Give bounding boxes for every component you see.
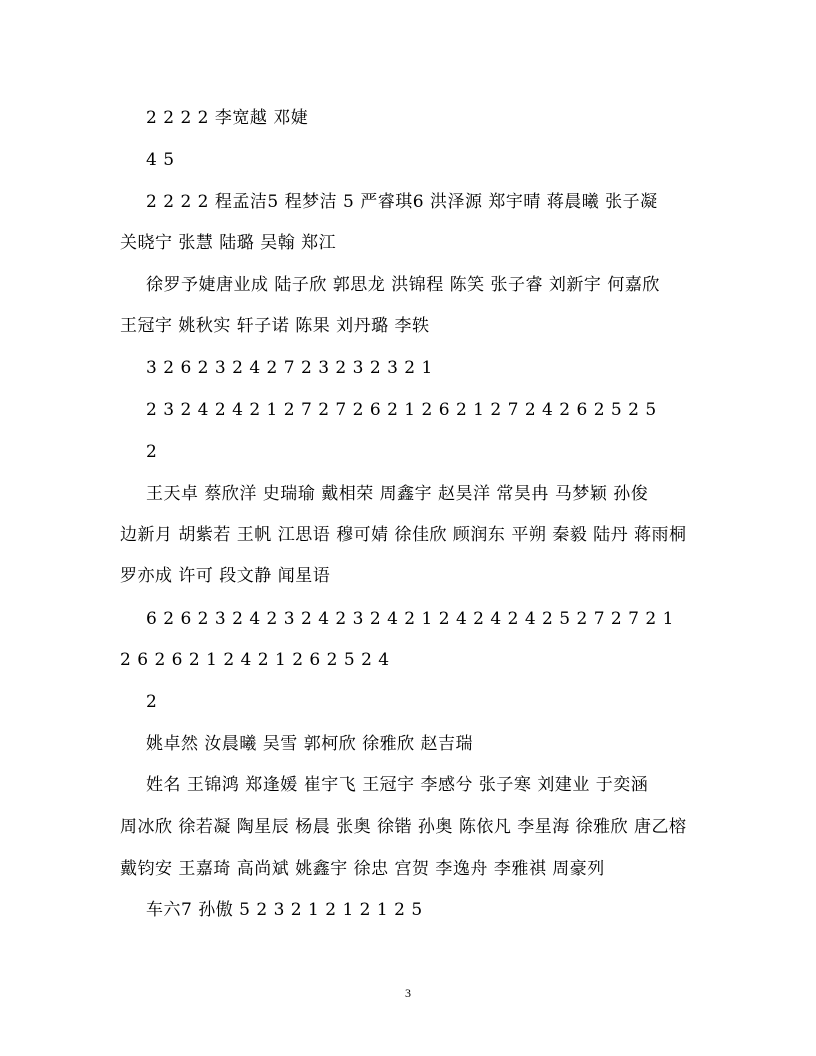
text-line: 2 3 2 4 2 4 2 1 2 7 2 7 2 6 2 1 2 6 2 1 2 7 2 4 2 6 2 5 2 5 <box>146 400 657 420</box>
text-line: 6 2 6 2 3 2 4 2 3 2 4 2 3 2 4 2 1 2 4 2 4 2 4 2 5 2 7 2 7 2 1 <box>146 609 674 629</box>
text-line: 周冰欣 徐若凝 陶星辰 杨晨 张奥 徐锴 孙奥 陈依凡 李星海 徐雅欣 唐乙榕 <box>120 817 687 837</box>
text-line: 徐罗予婕唐业成 陆子欣 郭思龙 洪锦程 陈笑 张子睿 刘新宇 何嘉欣 <box>146 275 660 295</box>
text-line: 王天卓 蔡欣洋 史瑞瑜 戴相荣 周鑫宇 赵昊洋 常昊冉 马梦颖 孙俊 <box>146 484 649 504</box>
text-line: 4 5 <box>146 150 175 170</box>
text-line: 2 2 2 2 李宽越 邓婕 <box>146 108 309 128</box>
text-line: 戴钧安 王嘉琦 高尚斌 姚鑫宇 徐忠 宫贺 李逸舟 李雅祺 周豪列 <box>120 859 605 879</box>
text-line: 2 2 2 2 程孟洁5 程梦洁 5 严睿琪6 洪泽源 郑宇晴 蒋晨曦 张子凝 <box>146 192 658 212</box>
text-line: 罗亦成 许可 段文静 闻星语 <box>120 566 331 586</box>
page-number: 3 <box>405 986 411 1000</box>
text-line: 3 2 6 2 3 2 4 2 7 2 3 2 3 2 3 2 1 <box>146 358 433 378</box>
text-line: 王冠宇 姚秋实 轩子诺 陈果 刘丹璐 李轶 <box>120 316 430 336</box>
text-line: 姓名 王锦鸿 郑逢媛 崔宇飞 王冠宇 李感兮 张子寒 刘建业 于奕涵 <box>146 775 649 795</box>
text-line: 2 <box>146 692 158 712</box>
text-line: 2 <box>146 442 158 462</box>
text-line: 姚卓然 汝晨曦 吴雪 郭柯欣 徐雅欣 赵吉瑞 <box>146 734 474 754</box>
text-line: 车六7 孙傲 5 2 3 2 1 2 1 2 1 2 5 <box>146 900 423 920</box>
text-line: 2 6 2 6 2 1 2 4 2 1 2 6 2 5 2 4 <box>120 650 390 670</box>
text-line: 边新月 胡紫若 王帆 江思语 穆可婧 徐佳欣 顾润东 平朔 秦毅 陆丹 蒋雨桐 <box>120 525 687 545</box>
text-line: 关晓宁 张慧 陆璐 吴翰 郑江 <box>120 233 337 253</box>
